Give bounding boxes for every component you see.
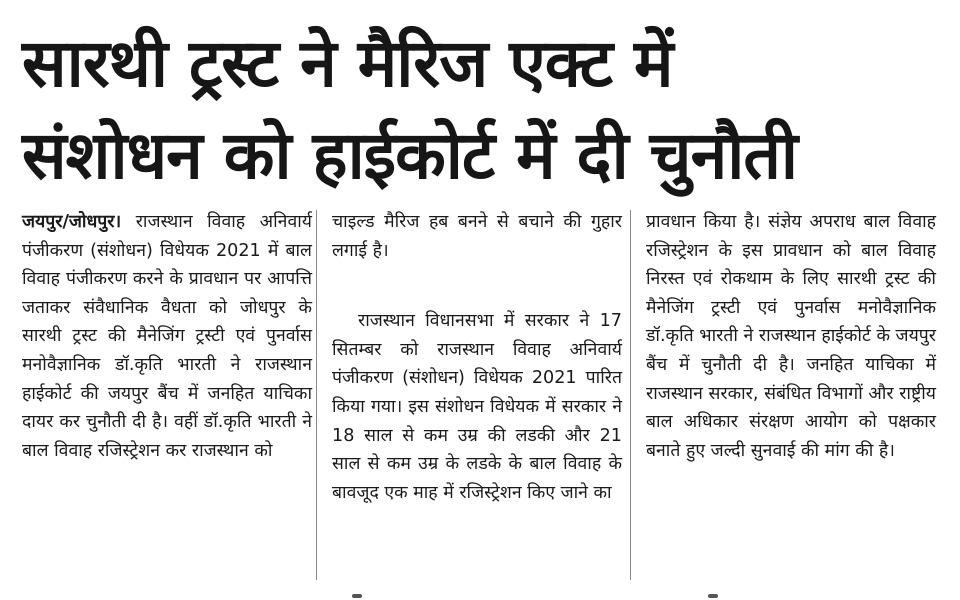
article-paragraph-1 — [22, 208, 312, 465]
article-paragraph-2-continued: प्रावधान किया है। संज्ञेय अपराध बाल विवाह रजिस्ट्रेशन के इस प्रावधान को बाल विवाह निरस्त एवं रोकथाम के लिए सारथी ट्रस्ट की मैनेजिंग ट्रस्टी एवं पुनर्वास मनोवैज्ञानिक डॉ.कृति भारती ने राजस्थान हाईकोर्ट के जयपुर बैंच में चुनौती दी है। जनहित याचिका में राजस्थान सरकार, संबंधित विभागों और राष्ट्रीय बाल अधिकार संरक्षण आयोग को पक्षकार बनाते हुए जल्दी सुनवाई की मांग की है। — [646, 212, 936, 461]
article-column-2 — [332, 208, 622, 507]
cut-off-glyph — [708, 594, 718, 598]
paragraph-text: राजस्थान विवाह अनिवार्य पंजीकरण (संशोधन) विधेयक 2021 में बाल विवाह पंजीकरण करने के प्रावधान पर आपत्ति जताकर संवैधानिक वैधता को जोधपुर के सारथी ट्रस्ट की मैनेजिंग ट्रस्टी एवं पुनर्वास मनोवैज्ञानिक डॉ.कृति भारती ने राजस्थान हाईकोर्ट की जयपुर बैंच में जनहित याचिका दायर कर चुनौती दी है। वहीं डॉ.कृति भारती ने बाल विवाह रजिस्ट्रेशन कर राजस्थान को — [22, 212, 312, 461]
column-divider — [630, 210, 631, 580]
article-paragraph-1-continued: चाइल्ड मैरिज हब बनने से बचाने की गुहार लगाई है। — [332, 212, 622, 261]
headline — [22, 18, 942, 202]
cut-off-glyph — [352, 594, 362, 598]
column-divider — [316, 210, 317, 580]
paragraph-spacer — [332, 265, 622, 307]
headline-line-2: संशोधन को हाईकोर्ट में दी चुनौती — [22, 117, 798, 194]
clipping-edge — [0, 592, 960, 600]
article-column-3 — [646, 208, 936, 465]
article-paragraph-2: राजस्थान विधानसभा में सरकार ने 17 सितम्बर को राजस्थान विवाह अनिवार्य पंजीकरण (संशोधन) विधेयक 2021 पारित किया गया। इस संशोधन विधेयक में सरकार ने 18 साल से कम उम्र की लडकी और 21 साल से कम उम्र के लडके के बाल विवाह के बावजूद एक माह में रजिस्ट्रेशन किए जाने का — [332, 311, 622, 503]
headline-line-1: सारथी ट्रस्ट ने मैरिज एक्ट में — [22, 25, 673, 102]
article-column-1 — [22, 208, 312, 465]
dateline: जयपुर/जोधपुर। — [22, 212, 122, 232]
